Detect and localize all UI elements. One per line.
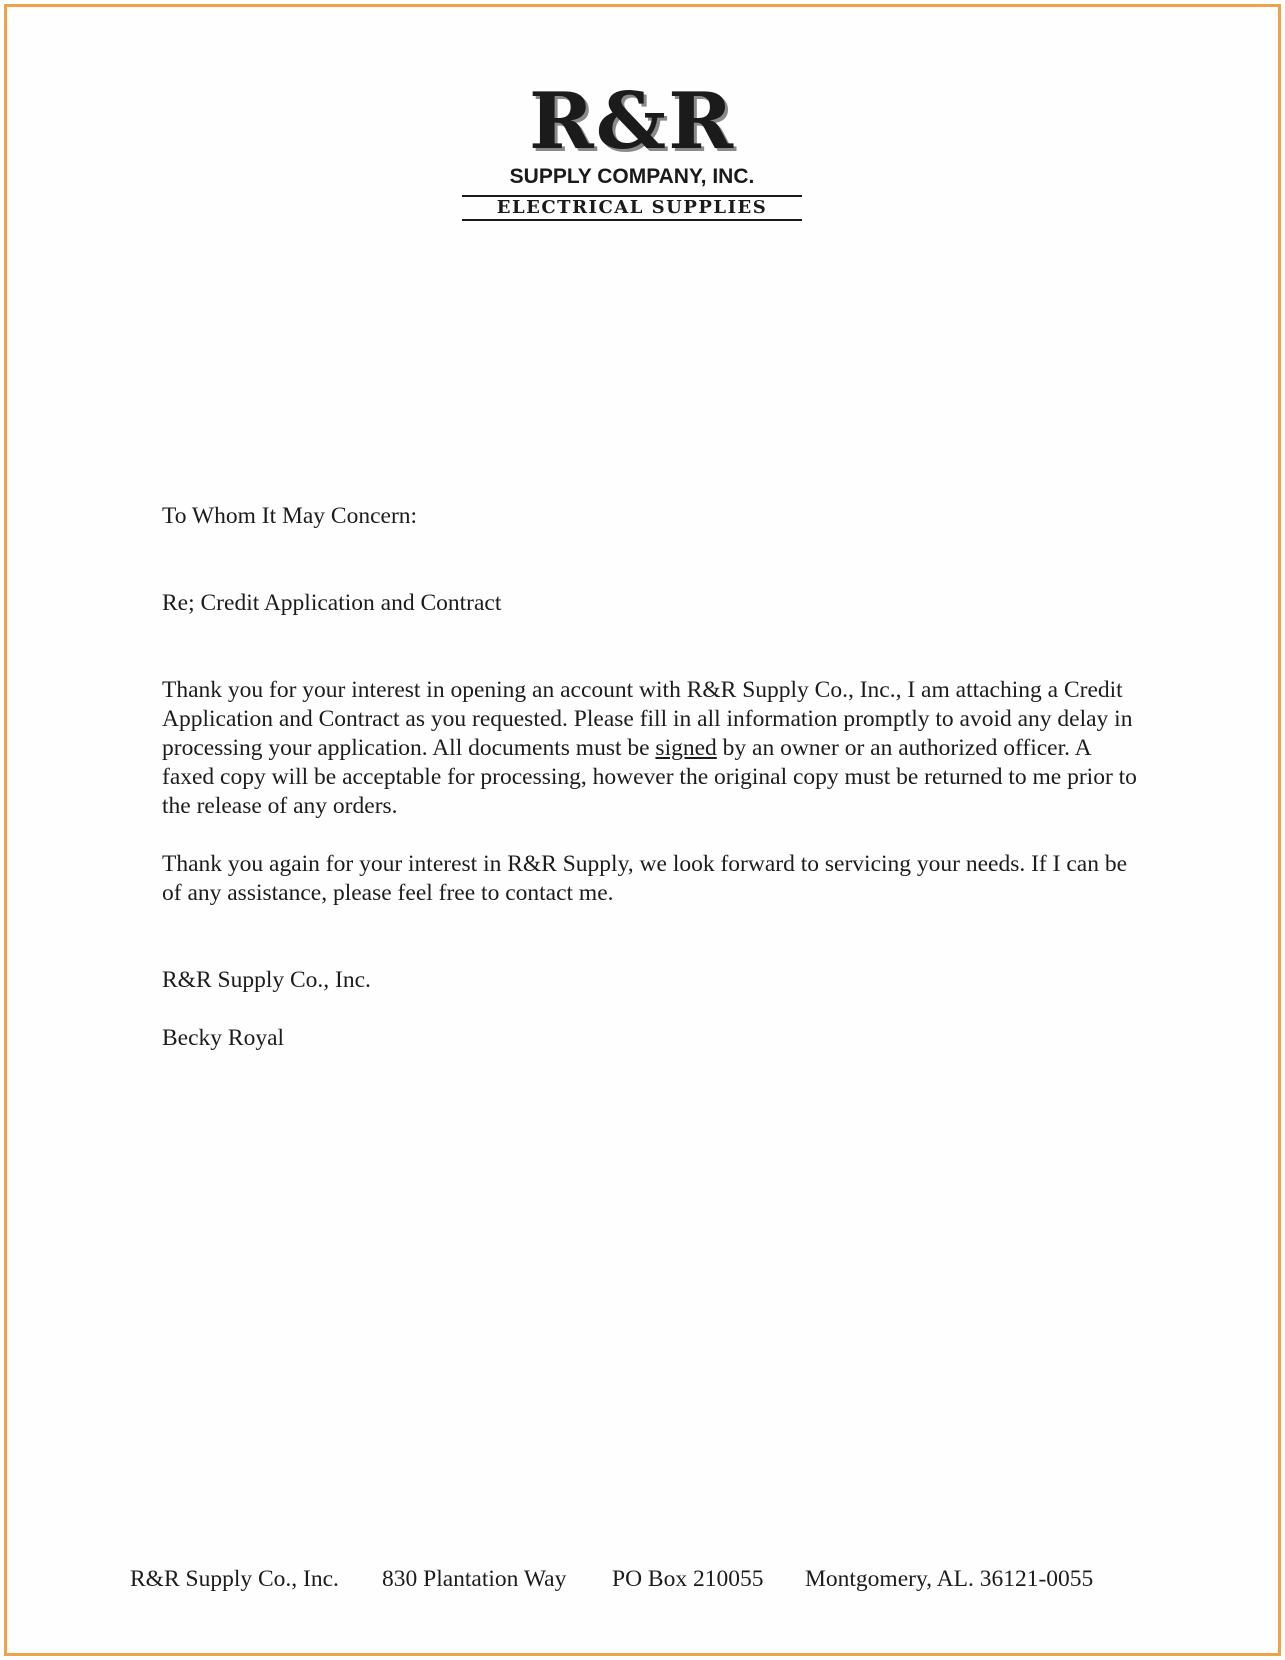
footer-company: R&R Supply Co., Inc. (130, 1566, 339, 1592)
subject-line: Re; Credit Application and Contract (162, 590, 502, 616)
paragraph-1 (162, 676, 1142, 821)
paragraph-1-end: by an owner or an authorized officer. A faxed copy will be acceptable for processing, however the original copy must be returned to me prior to the release of any orders. (162, 735, 1137, 819)
footer-city: Montgomery, AL. 36121-0055 (805, 1566, 1094, 1592)
address-footer (130, 1565, 1230, 1594)
letter-page (4, 4, 1281, 1656)
paragraph-2: Thank you again for your interest in R&R Supply, we look forward to servicing your needs. If I can be of any assistance, please feel free to contact me. (162, 851, 1128, 906)
footer-po-box: PO Box 210055 (612, 1566, 764, 1592)
logo-mark: R&R (528, 76, 736, 167)
footer-street: 830 Plantation Way (382, 1566, 567, 1592)
company-logo (462, 76, 802, 221)
closing-company: R&R Supply Co., Inc. (162, 967, 371, 993)
paragraph-1-start: Thank you for your interest in opening an account with R&R Supply Co., Inc., I am attaching a Credit Application and Contract as you requested. Please fill in all information promptly to avoid any delay in processing your application. All documents must be (162, 677, 1133, 761)
signed-emphasis: signed (655, 735, 717, 761)
logo-company-name: SUPPLY COMPANY, INC. (509, 165, 755, 188)
logo-tagline: ELECTRICAL SUPPLIES (462, 195, 802, 221)
signer-name: Becky Royal (162, 1025, 285, 1051)
letter-body (162, 502, 1142, 1053)
greeting: To Whom It May Concern: (162, 503, 418, 529)
